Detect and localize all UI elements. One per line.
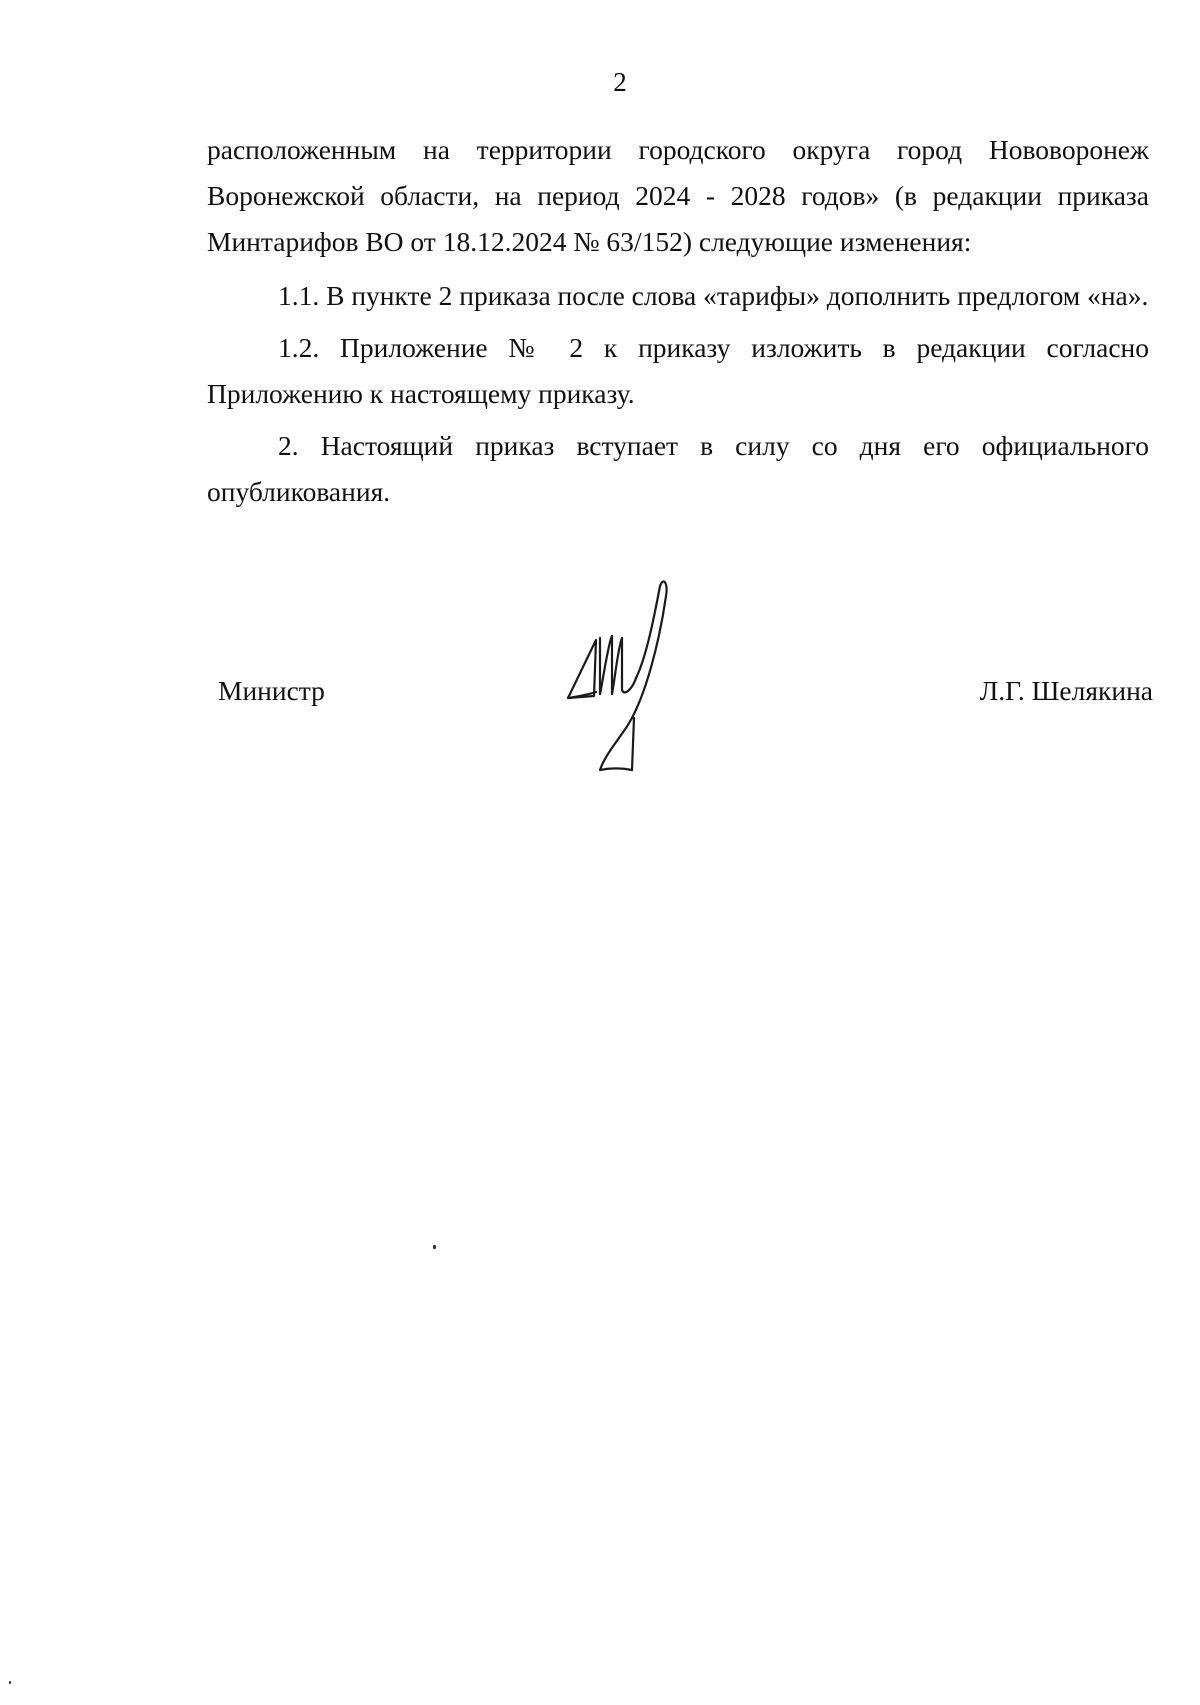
- signatory-title: Министр: [218, 675, 325, 706]
- document-body: [207, 127, 1149, 521]
- scan-speck: [433, 1245, 436, 1249]
- paragraph-item-2: 2. Настоящий приказ вступает в силу со дня его официального опубликования.: [207, 430, 1149, 507]
- paragraph-item-1-1: 1.1. В пункте 2 приказа после слова «тарифы» дополнить предлогом «на».: [278, 280, 1149, 311]
- signatory-name: Л.Г. Шелякина: [979, 675, 1153, 706]
- scan-speck: [9, 1681, 11, 1684]
- handwritten-signature: [560, 578, 700, 798]
- paragraph-item-1-2: 1.2. Приложение № 2 к приказу изложить в редакции согласно Приложению к настоящему приказу.: [207, 332, 1149, 409]
- page-number: 2: [613, 67, 627, 97]
- paragraph-continuation: расположенным на территории городского округа город Нововоронеж Воронежской области, на период 2024 - 2028 годов» (в редакции приказа Минтарифов ВО от 18.12.2024 № 63/152) следующие изменения:: [207, 134, 1149, 257]
